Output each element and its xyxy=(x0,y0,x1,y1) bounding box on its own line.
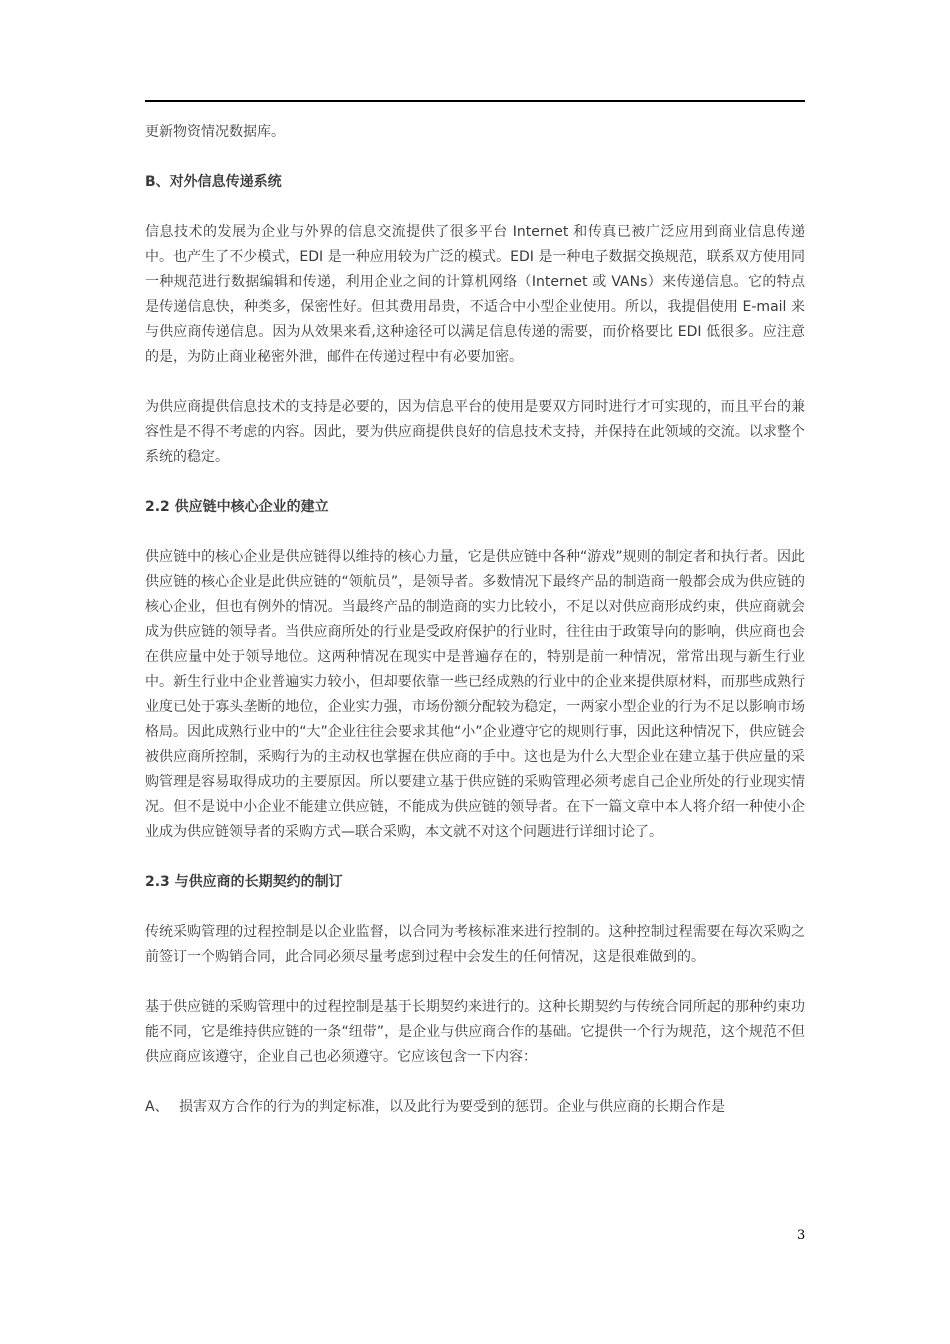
paragraph-edi: 信息技术的发展为企业与外界的信息交流提供了很多平台 Internet 和传真已被广泛应用到商业信息传递中。也产生了不少模式，EDI 是一种应用较为广泛的模式。EDI 是一种电子数据交换规范，联系双方使用同一种规范进行数据编辑和传递，利用企业之间的计算机网络（Internet 或 VANs）来传递信息。它的特点是传递信息快，种类多，保密性好。但其费用昂贵，不适合中小型企业使用。所以，我提倡使用 E-mail 来与供应商传递信息。因为从效果来看,这种途径可以满足信息传递的需要，而价格要比 EDI 低很多。应注意的是，为防止商业秘密外泄，邮件在传递过程中有必要加密。 xyxy=(145,224,805,365)
paragraph-long-term-contract: 基于供应链的采购管理中的过程控制是基于长期契约来进行的。这种长期契约与传统合同所起的那种约束功能不同，它是维持供应链的一条“纽带”，是企业与供应商合作的基础。它提供一个行为规范，这个规范不但供应商应该遵守，企业自己也必须遵守。它应该包含一下内容： xyxy=(145,999,805,1065)
paragraph-traditional-control: 传统采购管理的过程控制是以企业监督，以合同为考核标准来进行控制的。这种控制过程需要在每次采购之前签订一个购销合同，此合同必须尽量考虑到过程中会发生的任何情况，这是很难做到的。 xyxy=(145,924,805,965)
page-number: 3 xyxy=(797,1228,806,1243)
paragraph-it-support: 为供应商提供信息技术的支持是必要的，因为信息平台的使用是要双方同时进行才可实现的，而且平台的兼容性是不得不考虑的内容。因此，要为供应商提供良好的信息技术支持，并保持在此领域的交流。以求整个系统的稳定。 xyxy=(145,399,805,465)
section-heading-2-3: 2.3 与供应商的长期契约的制订 xyxy=(145,874,343,890)
page-content xyxy=(145,120,805,1120)
list-marker-a: A、 xyxy=(145,1099,169,1115)
list-item-a-text: 损害双方合作的行为的判定标准，以及此行为要受到的惩罚。企业与供应商的长期合作是 xyxy=(179,1099,725,1115)
section-heading-2-2: 2.2 供应链中核心企业的建立 xyxy=(145,499,329,515)
continued-paragraph: 更新物资情况数据库。 xyxy=(145,124,285,140)
list-item-a xyxy=(145,1095,805,1120)
paragraph-core-enterprise: 供应链中的核心企业是供应链得以维持的核心力量，它是供应链中各种“游戏”规则的制定者和执行者。因此供应链的核心企业是此供应链的“领航员”，是领导者。多数情况下最终产品的制造商一般都会成为供应链的核心企业，但也有例外的情况。当最终产品的制造商的实力比较小，不足以对供应商形成约束，供应商就会成为供应链的领导者。当供应商所处的行业是受政府保护的行业时，往往由于政策导向的影响，供应商也会在供应量中处于领导地位。这两种情况在现实中是普遍存在的，特别是前一种情况，常常出现与新生行业中。新生行业中企业普遍实力较小，但却要依靠一些已经成熟的行业中的企业来提供原材料，而那些成熟行业度已处于寡头垄断的地位，企业实力强，市场份额分配较为稳定，一两家小型企业的行为不足以影响市场格局。因此成熟行业中的“大”企业往往会要求其他“小”企业遵守它的规则行事，因此这种情况下，供应链会被供应商所控制，采购行为的主动权也掌握在供应商的手中。这也是为什么大型企业在建立基于供应量的采购管理是容易取得成功的主要原因。所以要建立基于供应链的采购管理必须考虑自己企业所处的行业现实情况。但不是说中小企业不能建立供应链，不能成为供应链的领导者。在下一篇文章中本人将介绍一种使小企业成为供应链领导者的采购方式—联合采购，本文就不对这个问题进行详细讨论了。 xyxy=(145,549,805,840)
document-page xyxy=(145,0,805,1344)
header-rule xyxy=(145,100,805,102)
section-heading-b: B、对外信息传递系统 xyxy=(145,174,282,190)
